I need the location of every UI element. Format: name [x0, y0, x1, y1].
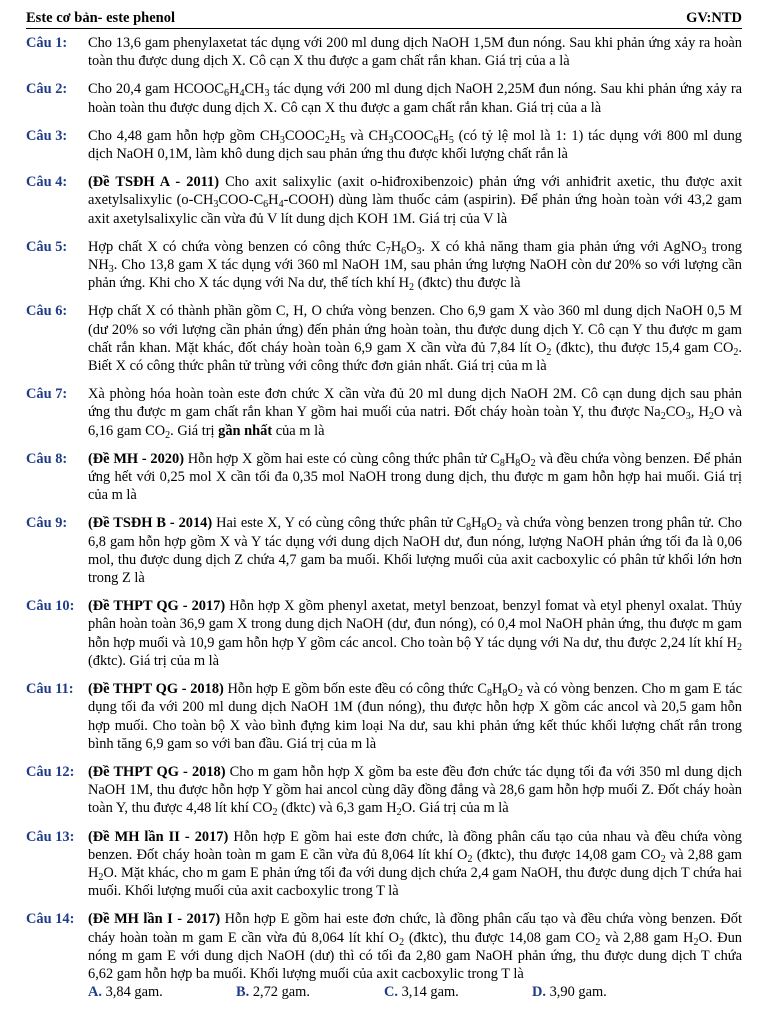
subscript: 2 — [530, 457, 536, 469]
subscript: 2 — [324, 134, 330, 146]
subscript: 3 — [108, 264, 114, 276]
subscript: 2 — [660, 853, 666, 865]
question-text — [88, 238, 742, 293]
author-label: GV:NTD — [686, 10, 742, 26]
text-run: O — [486, 515, 497, 532]
subscript: 3 — [701, 245, 707, 257]
text-run: H — [329, 127, 341, 144]
question-text — [88, 80, 742, 116]
subscript: 4 — [239, 88, 245, 100]
question-number: Câu 7: — [26, 386, 68, 403]
subscript: 5 — [340, 134, 346, 146]
text-run: -COOH) dùng làm thuốc cảm (aspirin). Để phản ứng hoàn toàn với 43,2 gam axit axetylsalixylic cần vừa đủ V lít dung dịch KOH 1M. Giá trị của V là — [88, 192, 743, 227]
question-number: Câu 12: — [26, 763, 75, 780]
text-run: COOC — [284, 127, 325, 144]
text-run: và 2,88 gam H — [88, 846, 742, 881]
subscript: 2 — [165, 429, 171, 441]
text-run: và 2,88 gam H — [600, 929, 694, 946]
question-item — [26, 173, 742, 228]
question-number: Câu 4: — [26, 174, 68, 191]
text-run: , H — [690, 404, 709, 421]
text-run: CH — [244, 81, 265, 98]
text-run: H — [390, 238, 402, 255]
text-run: H — [438, 127, 449, 144]
text-run: O và 6,16 gam CO — [88, 404, 743, 439]
text-run: Hợp chất X có chứa vòng benzen có công thức C — [88, 238, 386, 255]
text-run: (đktc) thu được là — [413, 275, 521, 292]
question-source: (Đề MH lần II - 2017) — [88, 828, 229, 845]
text-run: Hợp chất X có thành phần gồm C, H, O chứa vòng benzen. Cho 6,9 gam X vào 360 ml dung dịch NaOH 0,5 M (dư 20% so với lượng cần phản ứng) đến phản ứng hoàn toàn, thu được dung dịch Y. Cô cạn Y thu được m gam chất rắn khan. Mặt khác, đốt cháy hoàn toàn 6,9 gam X cần vừa đủ 7,84 lít O — [88, 303, 742, 356]
answer-text: 3,84 gam. — [105, 984, 163, 1001]
text-run: . Cho 13,8 gam X tác dụng với 360 ml NaOH 1M, sau phản ứng lượng NaOH còn dư 20% so với lượng cần phản ứng. Khi cho X tác dụng với Na dư, thể tích khí H — [88, 257, 742, 292]
text-run: Hỗn hợp E gồm hai este đơn chức, là đồng phân cấu tạo và đều chứa vòng benzen. Đốt cháy hoàn toàn m gam E cần vừa đủ 8,064 lít khí O — [88, 911, 742, 946]
subscript: 2 — [546, 346, 552, 358]
question-item — [26, 680, 742, 753]
question-item — [26, 910, 742, 1001]
question-list — [26, 34, 742, 1001]
question-item — [26, 127, 742, 163]
answer-text: 2,72 gam. — [252, 984, 310, 1001]
text-run: (đktc), thu được 14,08 gam CO — [404, 929, 596, 946]
question-item — [26, 302, 742, 375]
text-run: CO — [665, 404, 686, 421]
question-text — [88, 763, 742, 818]
text-run: Cho 20,4 gam HCOOC — [88, 81, 225, 98]
text-run: H — [504, 450, 516, 467]
question-text — [88, 597, 742, 670]
subscript: 3 — [264, 88, 270, 100]
text-run: H — [492, 681, 503, 698]
question-item — [26, 763, 742, 818]
subscript: 2 — [660, 411, 666, 423]
text-run: và có vòng benzen. Cho m gam E tác dụng tối đa với 200 ml dung dịch NaOH 1M (đun nóng), thu được hỗn hợp X gồm các ancol và 20,5 gam hỗn hợp muối. Cho toàn bộ X vào bình đựng kim loại Na dư, sau khi phản ứng kết thúc khối lượng chất rắn trong bình tăng 6,9 gam so với ban đầu. Giá trị của m là — [88, 681, 742, 752]
text-run: của m là — [272, 422, 325, 439]
question-source: (Đề THPT QG - 2018) — [88, 763, 226, 780]
answer-option — [236, 983, 384, 1001]
subscript: 2 — [98, 871, 104, 883]
text-run: (có tỷ lệ mol là 1: 1) tác dụng với 800 ml dung dịch NaOH 0,1M, làm khô dung dịch sau phản ứng thu được khối lượng chất rắn là — [88, 127, 742, 163]
subscript: 2 — [733, 346, 739, 358]
question-item — [26, 597, 742, 670]
question-number: Câu 10: — [26, 598, 75, 615]
text-run: COOC — [393, 127, 434, 144]
question-item — [26, 828, 742, 901]
text-run: (đktc), thu được 14,08 gam CO — [472, 846, 661, 863]
question-text — [88, 828, 742, 901]
answer-letter: D. — [532, 984, 546, 1001]
subscript: 6 — [433, 134, 439, 146]
subscript: 8 — [515, 457, 521, 469]
emphasis-text: gần nhất — [218, 422, 273, 439]
question-source: (Đề MH - 2020) — [88, 450, 184, 467]
question-text — [88, 450, 742, 505]
subscript: 8 — [481, 522, 487, 534]
text-run: và đều chứa vòng benzen. Để phản ứng hết với 0,25 mol X cần tối đa 0,35 mol NaOH trong dung dịch, thu được m gam hỗn hợp hai muối. Giá trị của m là — [88, 450, 742, 504]
subscript: 2 — [693, 936, 699, 948]
question-source: (Đề THPT QG - 2018) — [88, 681, 224, 698]
question-item — [26, 450, 742, 505]
question-text — [88, 173, 742, 228]
text-run: . X có khả năng tham gia phản ứng với AgNO — [421, 238, 702, 255]
text-run: (đktc), thu được 15,4 gam CO — [551, 339, 734, 356]
question-text — [88, 385, 742, 440]
answer-options — [88, 983, 742, 1001]
text-run: Cho 4,48 gam hỗn hợp gồm CH — [88, 127, 280, 144]
text-run: trong NH — [88, 238, 742, 274]
answer-text: 3,90 gam. — [549, 984, 607, 1001]
subscript: 3 — [279, 134, 285, 146]
text-run: tác dụng với 200 ml dung dịch NaOH 2,25M đun nóng. Sau khi phản ứng xảy ra hoàn toàn thu được dung dịch X. Cô cạn X thu được a gam chất rắn khan. Giá trị của a là — [88, 81, 742, 116]
question-item — [26, 514, 742, 587]
question-number: Câu 11: — [26, 681, 74, 698]
question-source: (Đề TSĐH B - 2014) — [88, 515, 213, 532]
text-run: H — [471, 515, 482, 532]
document-title: Este cơ bản- este phenol — [26, 10, 176, 26]
subscript: 2 — [517, 688, 523, 700]
subscript: 2 — [272, 807, 278, 819]
question-number: Câu 2: — [26, 81, 68, 98]
text-run: (đktc). Giá trị của m là — [88, 652, 220, 669]
text-run: và chứa vòng benzen trong phân tử. Cho 6,8 gam hỗn hợp gồm X và Y tác dụng với dung dịch NaOH dư, đun nóng, lượng NaOH phản ứng tối đa là 0,06 mol, thu được dung dịch Z chứa 4,7 gam ba muối. Khối lượng muối của axit cacboxylic có phân tử khối lớn hơn trong Z là — [88, 515, 742, 587]
question-number: Câu 9: — [26, 515, 68, 532]
subscript: 6 — [263, 199, 269, 211]
subscript: 7 — [385, 245, 391, 257]
subscript: 8 — [502, 688, 508, 700]
question-text — [88, 910, 742, 1001]
question-text — [88, 680, 742, 753]
answer-letter: B. — [236, 984, 250, 1001]
question-source: (Đề THPT QG - 2017) — [88, 598, 226, 615]
text-run: O. Mặt khác, cho m gam E phản ứng tối đa với dung dịch chứa 2,4 gam NaOH, thu được dung dịch T chứa hai muối. Khối lượng muối của axit cacboxylic trong T là — [88, 864, 742, 900]
question-text — [88, 34, 742, 70]
subscript: 3 — [388, 134, 394, 146]
subscript: 5 — [448, 134, 454, 146]
answer-option — [384, 983, 532, 1001]
subscript: 2 — [396, 807, 402, 819]
subscript: 3 — [213, 199, 219, 211]
text-run: Hỗn hợp X gồm hai este có cùng công thức phân tử C — [184, 450, 500, 467]
answer-letter: A. — [88, 984, 102, 1001]
question-number: Câu 6: — [26, 303, 68, 320]
question-text — [88, 302, 742, 375]
text-run: O. Giá trị của m là — [401, 800, 509, 817]
question-number: Câu 13: — [26, 828, 75, 845]
text-run: Cho 13,6 gam phenylaxetat tác dụng với 200 ml dung dịch NaOH 1,5M đun nóng. Sau khi phản ứng xảy ra hoàn toàn thu được dung dịch X. Cô cạn X thu được a gam chất rắn khan. Giá trị của a là — [88, 35, 742, 70]
text-run: Xà phòng hóa hoàn toàn este đơn chức X cần vừa đủ 20 ml dung dịch NaOH 2M. Cô cạn dung dịch sau phản ứng thu được m gam chất rắn khan Y gồm hai muối của natri. Đốt cháy hoàn toàn Y, thu được Na — [88, 386, 742, 421]
answer-option — [532, 983, 680, 1001]
subscript: 8 — [487, 688, 492, 700]
question-source: (Đề TSĐH A - 2011) — [88, 174, 220, 191]
text-run: O — [520, 450, 531, 467]
answer-option — [88, 983, 236, 1001]
text-run: Cho m gam hỗn hợp X gồm ba este đều đơn chức tác dụng tối đa với 350 ml dung dịch NaOH 1M, thu được hỗn hợp Y gồm hai ancol cùng dãy đồng đẳng và 28,6 gam hỗn hợp muối Z. Đốt cháy hoàn toàn Y, thu được 4,48 lít khí CO — [88, 763, 742, 817]
subscript: 2 — [496, 522, 502, 534]
subscript: 8 — [499, 457, 505, 469]
question-text — [88, 127, 742, 163]
text-run: . Biết X có công thức phân tử trùng với công thức đơn giản nhất. Giá trị của m là — [88, 339, 742, 375]
subscript: 6 — [224, 88, 230, 100]
subscript: 3 — [685, 411, 691, 423]
answer-letter: C. — [384, 984, 398, 1001]
subscript: 2 — [708, 411, 714, 423]
text-run: H — [268, 192, 279, 209]
question-number: Câu 8: — [26, 450, 68, 467]
text-run: O. Đun nóng m gam E với dung dịch NaOH (dư) thì có tối đa 2,80 gam NaOH phản ứng, thu được dung dịch T chứa 6,62 gam hỗn hợp ba muối. Khối lượng muối của axit cacboxylic trong T là — [88, 929, 743, 982]
text-run: Hai este X, Y có cùng công thức phân tử C — [212, 515, 467, 532]
text-run: (đktc) và 6,3 gam H — [277, 800, 397, 817]
text-run: . Giá trị — [170, 422, 219, 439]
subscript: 2 — [399, 936, 405, 948]
subscript: 4 — [278, 199, 284, 211]
question-item — [26, 80, 742, 116]
question-item — [26, 385, 742, 440]
answer-text: 3,14 gam. — [401, 984, 459, 1001]
subscript: 2 — [595, 936, 601, 948]
subscript: 2 — [737, 641, 742, 653]
subscript: 6 — [401, 245, 407, 257]
subscript: 8 — [466, 522, 472, 534]
text-run: Hỗn hợp E gồm hai este đơn chức, là đồng phân cấu tạo của nhau và đều chứa vòng benzen. Đốt cháy hoàn toàn m gam E cần vừa đủ 8,064 lít khí O — [88, 828, 742, 863]
question-number: Câu 1: — [26, 35, 68, 51]
text-run: O — [406, 238, 417, 255]
text-run: COO-C — [218, 192, 264, 209]
subscript: 2 — [467, 853, 473, 865]
question-item — [26, 238, 742, 293]
subscript: 2 — [408, 282, 414, 294]
subscript: 3 — [416, 245, 422, 257]
page-header — [26, 10, 742, 29]
question-number: Câu 14: — [26, 911, 75, 928]
question-source: (Đề MH lần I - 2017) — [88, 911, 221, 928]
text-run: Hỗn hợp X gồm phenyl axetat, metyl benzoat, benzyl fomat và etyl phenyl oxalat. Thủy phân hoàn toàn 36,9 gam X trong dung dịch NaOH (dư, đun nóng), có 0,4 mol NaOH phản ứng, thu được m gam hỗn hợp muối và 10,9 gam hỗn hợp Y gồm các ancol. Cho toàn bộ Y tác dụng với Na dư, thu được 2,24 lít khí H — [88, 598, 742, 651]
question-text — [88, 514, 742, 587]
question-item — [26, 34, 742, 70]
text-run: Hỗn hợp E gồm bốn este đều có công thức C — [223, 681, 487, 698]
question-number: Câu 3: — [26, 127, 68, 144]
text-run: O — [507, 681, 518, 698]
text-run: H — [229, 81, 240, 98]
text-run: Cho axit salixylic (axit o-hiđroxibenzoic) phản ứng với anhiđrit axetic, thu được axit axetylsalixylic (o-CH — [88, 174, 743, 209]
text-run: và CH — [345, 127, 389, 144]
question-number: Câu 5: — [26, 238, 68, 255]
